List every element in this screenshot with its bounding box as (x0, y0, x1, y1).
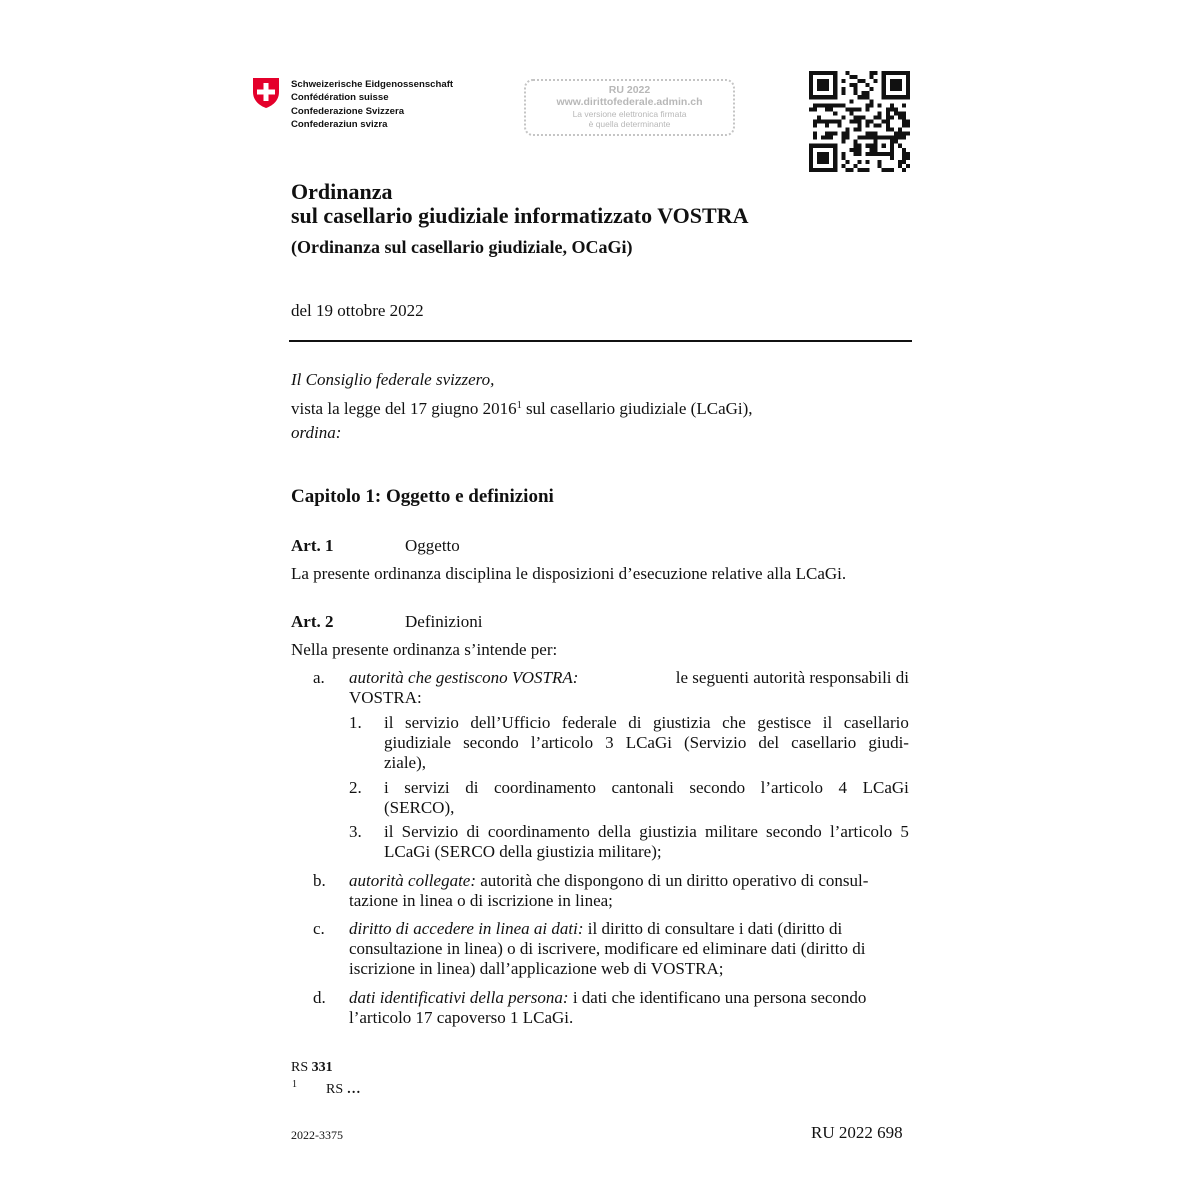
list-item-d-line1 (349, 988, 909, 1008)
footnote-value: … (346, 1082, 361, 1097)
subitem-2-label: 2. (349, 778, 362, 797)
footnote-text (326, 1081, 361, 1099)
rs-value: 331 (311, 1060, 333, 1075)
list-item-c (349, 919, 909, 979)
preamble-issuer: Il Consiglio federale svizzero, (291, 370, 495, 389)
list-item-a-text1: le seguenti autorità responsabili di (675, 668, 909, 687)
list-item-b (349, 871, 909, 911)
rs-prefix: RS (291, 1060, 312, 1075)
list-item-a (349, 668, 909, 708)
list-item-c-label: c. (313, 919, 325, 938)
term-b: autorità collegate: (349, 871, 477, 890)
document-title (291, 180, 748, 228)
list-item-d-text1: i dati che identificano una persona secondo (568, 988, 867, 1007)
list-item-b-label: b. (313, 871, 326, 890)
subitem-1-line3: ziale), (384, 753, 426, 772)
preamble-basis (291, 396, 753, 419)
list-item-c-line3: iscrizione in linea) dall’applicazione web di VOSTRA; (349, 959, 724, 978)
document-date: del 19 ottobre 2022 (291, 301, 424, 320)
list-item-a-text2: VOSTRA: (349, 688, 422, 707)
art1-title: Oggetto (405, 536, 460, 555)
title-line-2: sul casellario giudiziale informatizzato VOSTRA (291, 203, 749, 228)
term-a: autorità che gestiscono VOSTRA: (349, 668, 579, 687)
list-item-d-label: d. (313, 988, 326, 1007)
stamp-note-1: La versione elettronica firmata (572, 109, 687, 119)
list-item-d-line2: l’articolo 17 capoverso 1 LCaGi. (349, 1008, 574, 1027)
term-c: diritto di accedere in linea ai dati: (349, 919, 584, 938)
art1-number: Art. 1 (291, 536, 334, 555)
list-item-a-label: a. (313, 668, 325, 687)
list-item-b-line2: tazione in linea o di iscrizione in linea; (349, 891, 613, 910)
document-code: 2022-3375 (291, 1128, 343, 1142)
title-line-1: Ordinanza (291, 179, 393, 204)
rs-number (291, 1059, 333, 1077)
subitem-1-line2: giudiziale secondo l’articolo 3 LCaGi (Servizio del casellario giudi- (384, 733, 909, 752)
art2-number: Art. 2 (291, 612, 334, 631)
list-item-a-line1 (349, 668, 909, 688)
subitem-3-line2: LCaGi (SERCO della giustizia militare); (384, 842, 662, 861)
footnote-number: 1 (292, 1079, 297, 1090)
subitem-3 (384, 822, 909, 862)
stamp-note-2: è quella determinante (588, 119, 671, 129)
subitem-2-line2: (SERCO), (384, 798, 455, 817)
footnote-ref[interactable]: 1 (516, 400, 522, 411)
list-item-c-line1 (349, 919, 909, 939)
confed-name-it: Confederazione Svizzera (291, 105, 405, 117)
stamp-url: www.dirittofederale.admin.ch (556, 96, 703, 108)
subitem-3-line1: il Servizio di coordinamento della giustizia militare secondo l’articolo 5 (384, 822, 909, 841)
footnote-prefix: RS (326, 1082, 347, 1097)
list-item-c-line2: consultazione in linea) o di iscrivere, modificare ed eliminare dati (diritto di (349, 939, 866, 958)
chapter-heading: Capitolo 1: Oggetto e definizioni (291, 486, 554, 507)
subitem-2-line1: i servizi di coordinamento cantonali secondo l’articolo 4 LCaGi (384, 778, 909, 797)
title-divider (289, 340, 912, 342)
ru-reference: RU 2022 698 (811, 1123, 903, 1142)
subitem-1 (384, 713, 909, 773)
preamble-basis-rest: sul casellario giudiziale (LCaGi), (521, 399, 753, 418)
list-item-b-line1 (349, 871, 909, 891)
subitem-1-line1: il servizio dell’Ufficio federale di giustizia che gestisce il casellario (384, 713, 909, 732)
term-d: dati identificativi della persona: (349, 988, 569, 1007)
qr-code-icon (809, 71, 910, 172)
list-item-d (349, 988, 909, 1028)
list-item-b-text1: autorità che dispongono di un diritto operativo di consul- (476, 871, 869, 890)
preamble-basis-text: vista la legge del 17 giugno 2016 (291, 399, 517, 418)
subitem-3-label: 3. (349, 822, 362, 841)
stamp-ru: RU 2022 (608, 84, 651, 96)
art2-title: Definizioni (405, 612, 483, 631)
subitem-1-label: 1. (349, 713, 362, 732)
document-subtitle: (Ordinanza sul casellario giudiziale, OCaGi) (291, 237, 633, 257)
confed-name-de: Schweizerische Eidgenossenschaft (291, 79, 454, 90)
subitem-2 (384, 778, 909, 818)
swiss-cross-icon (251, 76, 281, 110)
art1-text: La presente ordinanza disciplina le disposizioni d’esecuzione relative alla LCaGi. (291, 564, 847, 583)
electronic-version-stamp (524, 79, 735, 136)
art2-intro: Nella presente ordinanza s’intende per: (291, 640, 558, 659)
confederation-names (291, 78, 453, 132)
preamble-decree: ordina: (291, 423, 342, 442)
list-item-c-text1: il diritto di consultare i dati (diritto di (583, 919, 843, 938)
confed-name-rm: Confederaziun svizra (291, 119, 388, 131)
confed-name-fr: Confédération suisse (291, 92, 389, 104)
